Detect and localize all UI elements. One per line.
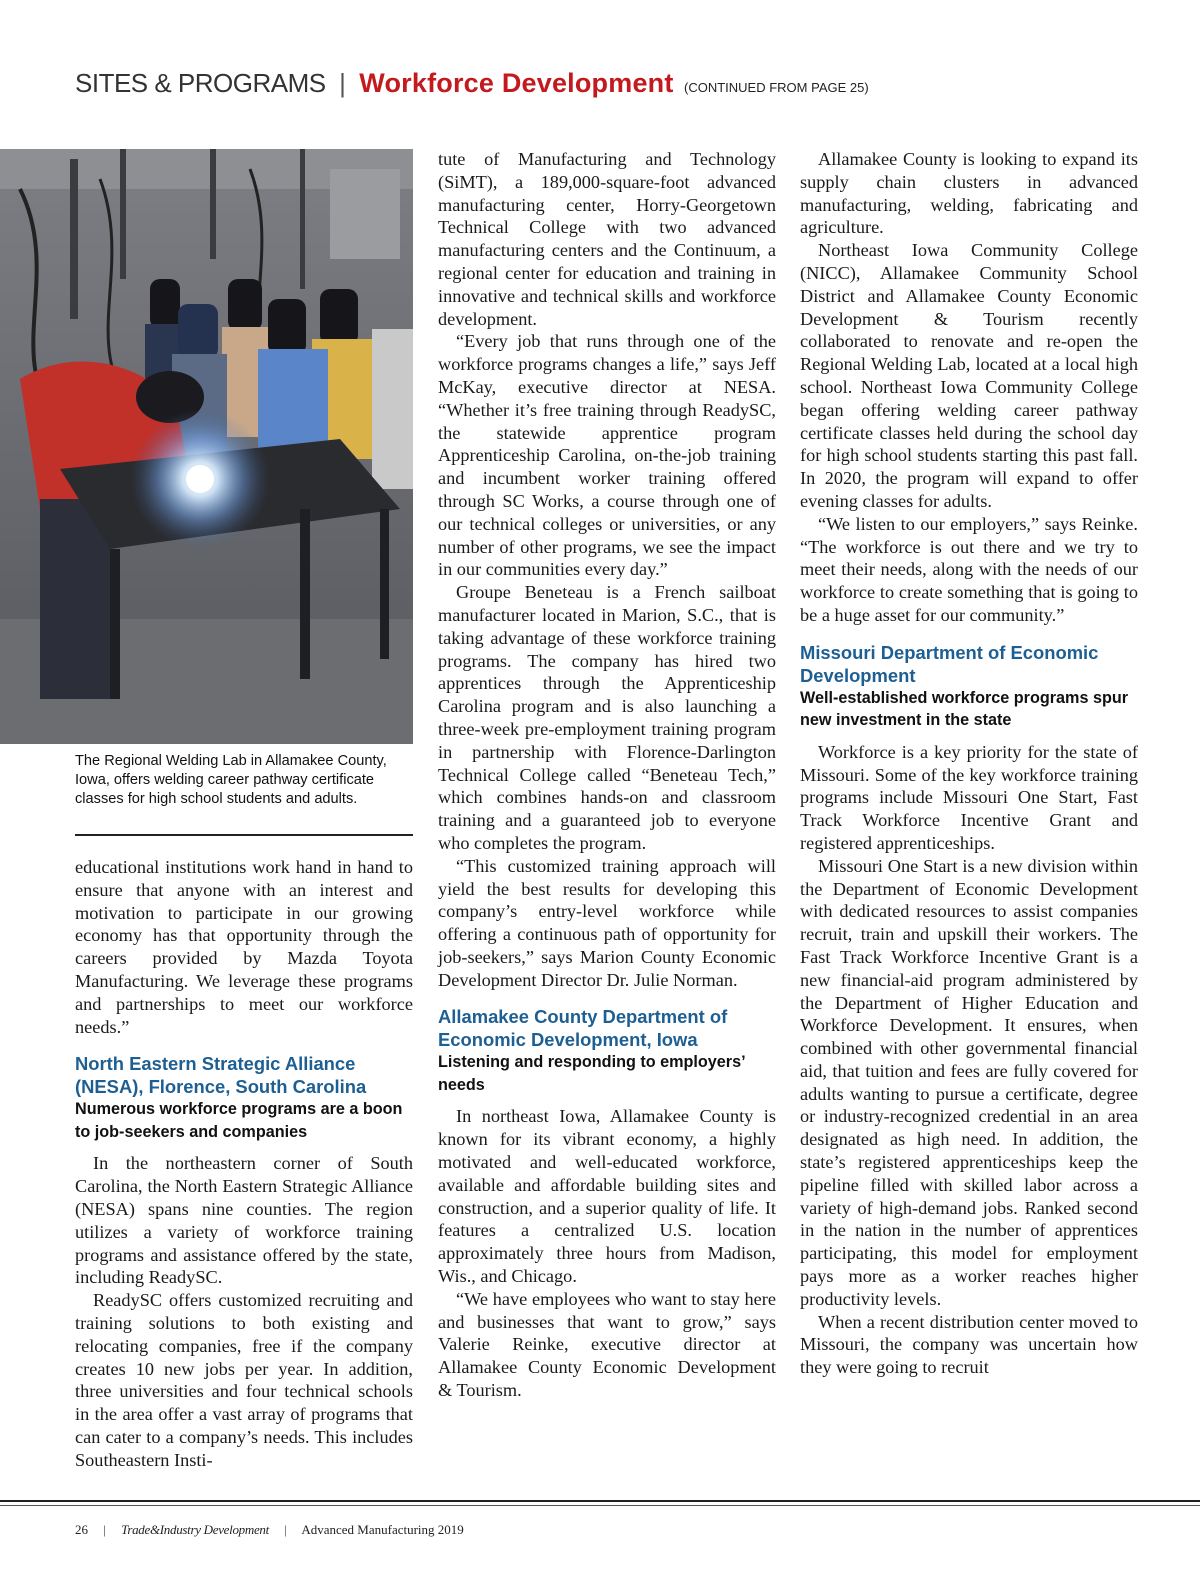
- column-2: [438, 148, 776, 1402]
- paragraph: Missouri One Start is a new division within the Department of Economic Development with dedicated resources to assist companies recruit, train and upskill their workers. The Fast Track Workforce Incentive Grant is a new financial-aid program administered by the Department of Higher Education and Workforce Development. It ensures, when combined with other governmental financial aid, that tuition and fees are fully covered for adults wanting to pursue a certificate, degree or industry-recognized credential in an area designated as high need. In addition, the state’s registered apprenticeships keep the pipeline filled with skilled labor across a variety of high-demand jobs. Ranked second in the nation in the number of apprentices participating, this model for employment pays more as a worker reaches higher productivity levels.: [800, 855, 1138, 1309]
- page-title: Workforce Development: [359, 68, 674, 98]
- continued-note: (CONTINUED FROM PAGE 25): [684, 80, 869, 95]
- page-footer: [75, 1522, 464, 1538]
- section-heading-missouri: Missouri Department of Economic Development: [800, 641, 1099, 686]
- page-number: 26: [75, 1522, 88, 1537]
- page-header: [75, 68, 869, 108]
- footer-rule: [0, 1500, 1200, 1502]
- section-heading-nesa: North Eastern Strategic Alliance (NESA), Florence, South Carolina: [75, 1053, 367, 1098]
- issue-name: Advanced Manufacturing 2019: [301, 1522, 464, 1537]
- paragraph: “We listen to our employers,” says Reinke. “The workforce is out there and we try to meet their needs, along with the needs of our workforce to create something that is going to be a huge asset for our community.”: [800, 513, 1138, 625]
- paragraph: tute of Manufacturing and Technology (SiMT), a 189,000-square-foot advanced manufacturing center, Horry-Georgetown Technical College with two advanced manufacturing centers and the Continuum, a regional center for education and training in innovative and technical skills and workforce development.: [438, 149, 776, 329]
- paragraph: Groupe Beneteau is a French sailboat manufacturer located in Marion, S.C., that is taking advantage of these workforce training programs. The company has hired two apprentices through the Apprenticeship Carolina program and is also launching a three-week pre-employment training program in partnership with Florence-Darlington Technical College called “Beneteau Tech,” which combines hands-on and classroom training and a guaranteed job to everyone who completes the program.: [438, 582, 776, 853]
- section-subheading-missouri: Well-established workforce programs spur new investment in the state: [800, 688, 1129, 730]
- footer-separator: |: [103, 1522, 106, 1537]
- header-separator: |: [339, 68, 346, 98]
- paragraph: Northeast Iowa Community College (NICC), Allamakee Community School District and Allamakee County Economic Development & Tourism recently collaborated to renovate and re-open the Regional Welding Lab, located at a local high school. Northeast Iowa Community College began offering welding career pathway certificate classes held during the school day for high school students starting this past fall. In 2020, the program will expand to offer evening classes for adults.: [800, 240, 1138, 511]
- column-3: [800, 148, 1138, 1379]
- paragraph: In the northeastern corner of South Carolina, the North Eastern Strategic Alliance (NESA) spans nine counties. The region utilizes a variety of workforce training programs and assistance offered by the state, including ReadySC.: [75, 1153, 413, 1288]
- footer-separator: |: [284, 1522, 287, 1537]
- section-heading-allamakee: Allamakee County Department of Economic Development, Iowa: [438, 1006, 728, 1051]
- publication-name: Trade&Industry Development: [121, 1522, 269, 1537]
- paragraph: “Every job that runs through one of the workforce programs changes a life,” says Jeff McKay, executive director at NESA. “Whether it’s free training through ReadySC, the statewide apprentice program Apprenticeship Carolina, on-the-job training and incumbent worker training offered through SC Works, a course through one of our technical colleges or universities, or any number of other programs, we see the impact in our communities every day.”: [438, 331, 776, 580]
- paragraph: educational institutions work hand in hand to ensure that anyone with an interest and motivation to participate in our growing economy has that opportunity through the careers provided by Mazda Toyota Manufacturing. We leverage these programs and partnerships to meet our workforce needs.”: [75, 857, 413, 1037]
- paragraph: Allamakee County is looking to expand its supply chain clusters in advanced manufacturing, welding, fabricating and agriculture.: [800, 149, 1138, 238]
- caption-divider: [75, 834, 413, 836]
- paragraph: When a recent distribution center moved to Missouri, the company was uncertain how they were going to recruit: [800, 1311, 1138, 1378]
- paragraph: ReadySC offers customized recruiting and training solutions to both existing and relocating companies, free if the company creates 10 new jobs per year. In addition, three universities and four technical schools in the area offer a vast array of programs that can cater to a company’s needs. This includes Southeastern Insti-: [75, 1290, 413, 1470]
- welding-scene-illustration: [0, 149, 413, 744]
- photo-caption: The Regional Welding Lab in Allamakee County, Iowa, offers welding career pathway certificate classes for high school students and adults.: [75, 753, 387, 807]
- paragraph: “We have employees who want to stay here and businesses that want to grow,” says Valerie Reinke, executive director at Allamakee County Economic Development & Tourism.: [438, 1288, 776, 1401]
- paragraph: In northeast Iowa, Allamakee County is known for its vibrant economy, a highly motivated and well-educated workforce, available and affordable building sites and construction, and a superior quality of life. It features a centralized U.S. location approximately three hours from Madison, Wis., and Chicago.: [438, 1106, 776, 1287]
- paragraph: “This customized training approach will yield the best results for developing this company’s entry-level workforce while offering a continuous path of opportunity for job-seekers,” says Marion County Economic Development Director Dr. Julie Norman.: [438, 855, 776, 990]
- column-1: [75, 856, 413, 1472]
- section-subheading-nesa: Numerous workforce programs are a boon to job-seekers and companies: [75, 1100, 403, 1141]
- footer-rule-thin: [0, 1505, 1200, 1506]
- paragraph: Workforce is a key priority for the state of Missouri. Some of the key workforce training programs include Missouri One Start, Fast Track Workforce Incentive Grant and registered apprenticeships.: [800, 741, 1138, 853]
- section-label: SITES & PROGRAMS: [75, 68, 326, 98]
- section-subheading-allamakee: Listening and responding to employers’ needs: [438, 1053, 745, 1094]
- welding-lab-photo: [0, 149, 413, 744]
